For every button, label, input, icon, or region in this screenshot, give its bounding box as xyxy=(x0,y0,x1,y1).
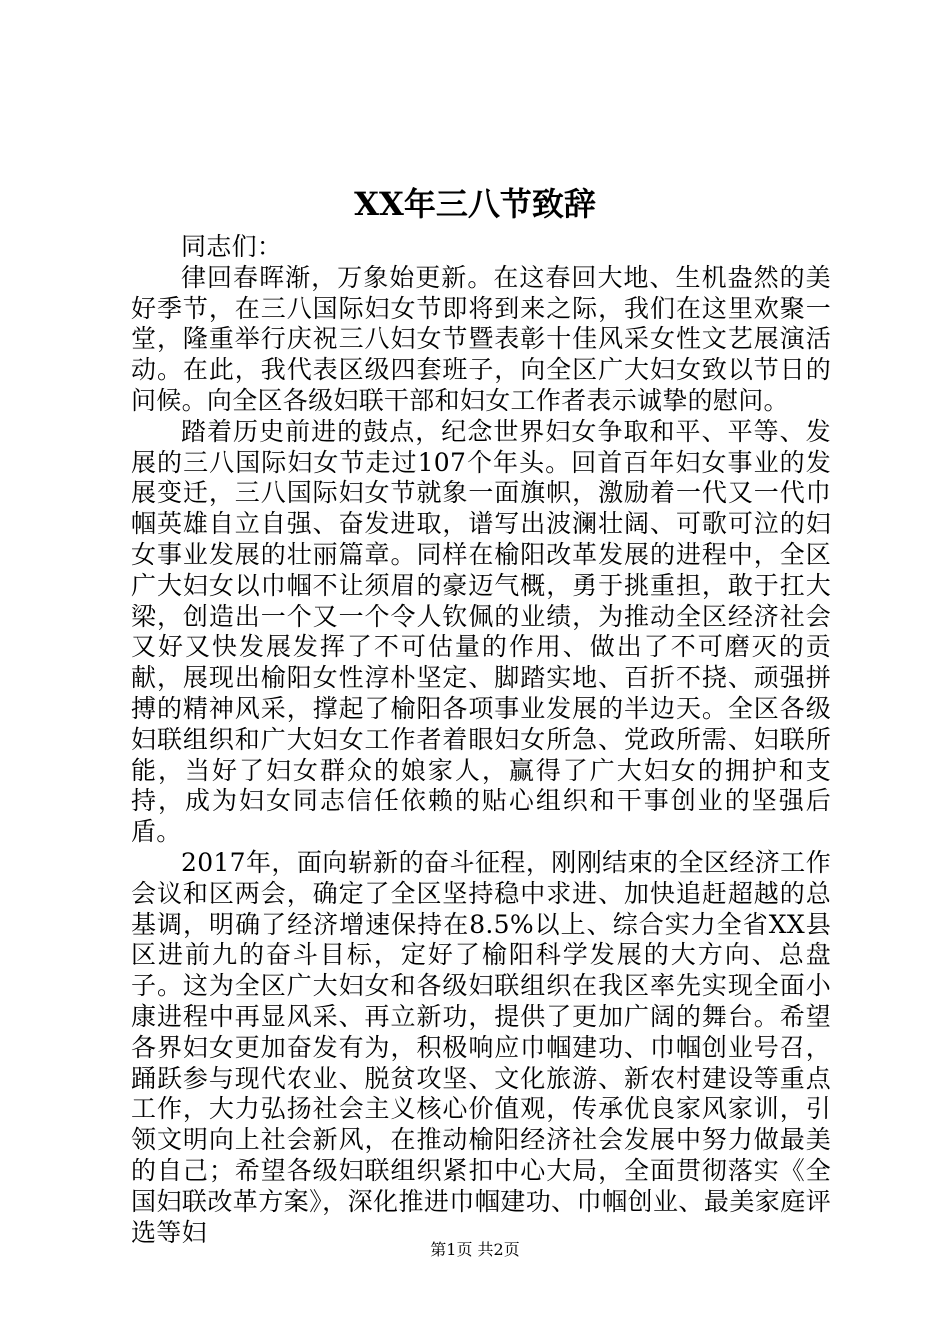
document-body xyxy=(131,232,831,1248)
paragraph-2: 踏着历史前进的鼓点，纪念世界妇女争取和平、平等、发展的三八国际妇女节走过107个年头。回首百年妇女事业的发展变迁，三八国际妇女节就象一面旗帜，激励着一代又一代巾帼英雄自立自强、奋发进取，谱写出波澜壮阔、可歌可泣的妇女事业发展的壮丽篇章。同样在榆阳改革发展的进程中，全区广大妇女以巾帼不让须眉的豪迈气概，勇于挑重担，敢于扛大梁，创造出一个又一个令人钦佩的业绩，为推动全区经济社会又好又快发展发挥了不可估量的作用、做出了不可磨灭的贡献，展现出榆阳女性淳朴坚定、脚踏实地、百折不挠、顽强拼搏的精神风采，撑起了榆阳各项事业发展的半边天。全区各级妇联组织和广大妇女工作者着眼妇女所急、党政所需、妇联所能，当好了妇女群众的娘家人，赢得了广大妇女的拥护和支持，成为妇女同志信任依赖的贴心组织和干事创业的坚强后盾。 xyxy=(131,416,831,847)
document-title: XX年三八节致辞 xyxy=(354,185,596,223)
page-footer: 第1页 共2页 xyxy=(430,1240,520,1259)
paragraph-1: 律回春晖渐，万象始更新。在这春回大地、生机盎然的美好季节，在三八国际妇女节即将到来之际，我们在这里欢聚一堂，隆重举行庆祝三八妇女节暨表彰十佳风采女性文艺展演活动。在此，我代表区级四套班子，向全区广大妇女致以节日的问候。向全区各级妇联干部和妇女工作者表示诚挚的慰问。 xyxy=(131,262,831,415)
paragraph-3: 2017年，面向崭新的奋斗征程，刚刚结束的全区经济工作会议和区两会，确定了全区坚持稳中求进、加快追赶超越的总基调，明确了经济增速保持在8.5%以上、综合实力全省XX县区进前九的奋斗目标，定好了榆阳科学发展的大方向、总盘子。这为全区广大妇女和各级妇联组织在我区率先实现全面小康进程中再显风采、再立新功，提供了更加广阔的舞台。希望各界妇女更加奋发有为，积极响应巾帼建功、巾帼创业号召，踊跃参与现代农业、脱贫攻坚、文化旅游、新农村建设等重点工作，大力弘扬社会主义核心价值观，传承优良家风家训，引领文明向上社会新风，在推动榆阳经济社会发展中努力做最美的自己；希望各级妇联组织紧扣中心大局，全面贯彻落实《全国妇联改革方案》，深化推进巾帼建功、巾帼创业、最美家庭评选等妇 xyxy=(131,847,831,1247)
salutation: 同志们： xyxy=(181,232,283,261)
